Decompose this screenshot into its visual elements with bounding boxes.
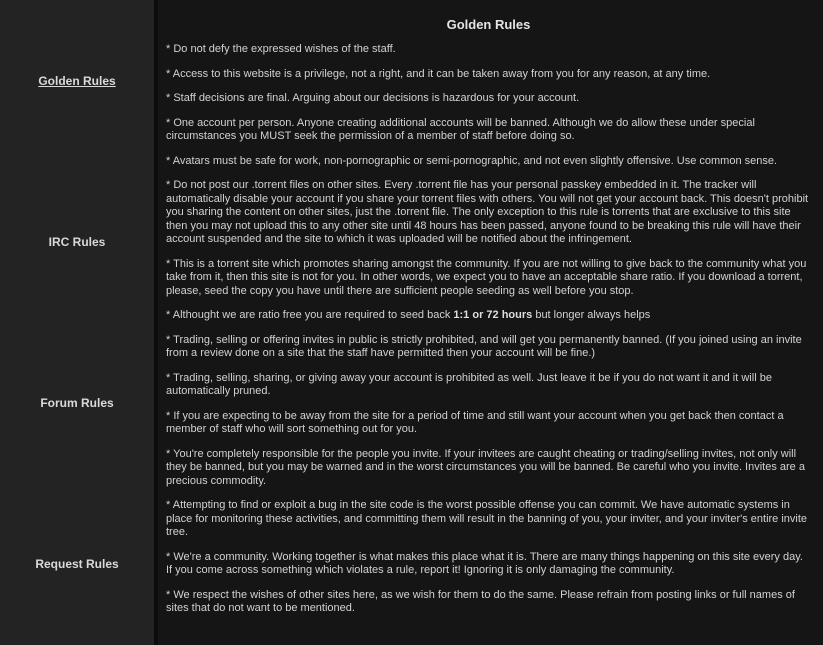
rule-text-bold: 1:1 or 72 hours [453, 309, 533, 321]
rule-paragraph [166, 448, 811, 489]
sidebar-item-forum-rules[interactable] [0, 323, 154, 484]
rule-text: * We respect the wishes of other sites here, as we wish for them to do the same. Please refrain from posting links or full names of sites that do not want to be mentioned. [166, 588, 795, 614]
sidebar-item-request-rules[interactable] [0, 484, 154, 645]
rule-paragraph [166, 117, 811, 144]
rule-text: * You're completely responsible for the people you invite. If your invitees are caught cheating or trading/selling invites, not only will they be banned, but you may be warned and in the worst circumstances you will be banned. Be careful who you invite. Invites are a precious commodity. [166, 447, 805, 487]
rule-paragraph [166, 68, 811, 82]
rule-text: * Do not defy the expressed wishes of the staff. [166, 43, 396, 55]
sidebar-item-label: Golden Rules [38, 73, 116, 88]
rule-text: but longer always helps [532, 309, 651, 321]
rule-text: * Staff decisions are final. Arguing about our decisions is hazardous for your account. [166, 92, 580, 104]
page-title: Golden Rules [446, 17, 531, 32]
rule-text: * Avatars must be safe for work, non-pornographic or semi-pornographic, and not even slightly offensive. Use common sense. [166, 154, 778, 167]
sidebar-item-label: Forum Rules [40, 396, 114, 411]
rule-paragraph [166, 258, 811, 299]
rule-paragraph [166, 179, 811, 247]
sidebar-item-label: Request Rules [35, 557, 119, 572]
rule-paragraph [166, 410, 811, 437]
sidebar-item-irc-rules[interactable] [0, 161, 154, 322]
rule-paragraph [166, 334, 811, 361]
main-content [158, 0, 823, 645]
sidebar [0, 0, 158, 645]
rule-text: * Trading, selling, sharing, or giving away your account is prohibited as well. Just leave it be if you do not want it and it will be automatically pruned. [166, 371, 772, 397]
sidebar-item-label: IRC Rules [48, 234, 106, 249]
rule-paragraph [166, 43, 811, 57]
rule-text: * Access to this website is a privilege, not a right, and it can be taken away from you for any reason, at any time. [166, 67, 711, 80]
rule-paragraph [166, 551, 811, 578]
rule-text: * Do not post our .torrent files on other sites. Every .torrent file has your personal passkey embedded in it. The tracker will automatically disable your account if you share your torrent files with others. You will not get your account back. This doesn't prohibit you sharing the content on other sites, just the .torrent file. The only exception to this rule is torrents that are exclusive to this site then you may not upload this to any other site until 48 hours has been passed, anyone found to be breaking this rule will have their account suspended and the site to which it was uploaded will be notified about the infringement. [166, 179, 809, 245]
rule-text: * Trading, selling or offering invites in public is strictly prohibited, and will get you permanently banned. (If you joined using an invite from a review done on a site that the staff have permitted then your account will be fine.) [166, 333, 802, 359]
rule-text: * If you are expecting to be away from the site for a period of time and still want your account when you get back then contact a member of staff who will sort something out for you. [166, 409, 784, 435]
rule-text: * This is a torrent site which promotes sharing amongst the community. If you are not willing to give back to the community what you take from it, then this site is not for you. In other words, we expect you to have an acceptable share ratio. If you download a torrent, please, seed the copy you have until there are sufficient people seeding as well before you stop. [166, 257, 807, 297]
rule-paragraph [166, 92, 811, 106]
rule-paragraph [166, 589, 811, 616]
rule-text: * One account per person. Anyone creating additional accounts will be banned. Although we do allow these under special circumstances you MUST seek the permission of a member of staff before doing so. [166, 116, 755, 142]
rule-paragraph [166, 309, 811, 323]
rule-text: * We're a community. Working together is what makes this place what it is. There are many things happening on this site every day. If you come across something which violates a rule, report it! Ignoring it is only damaging the community. [166, 550, 803, 576]
sidebar-item-golden-rules[interactable] [0, 0, 154, 161]
rules-list [166, 43, 811, 616]
rule-text: * Althought we are ratio free you are required to seed back [166, 309, 454, 321]
rule-text: * Attempting to find or exploit a bug in the site code is the worst possible offense you can commit. We have automatic systems in place for monitoring these activities, and committing them will result in the banning of you, your inviter, and your inviter's entire invite tree. [166, 499, 808, 538]
rule-paragraph [166, 499, 811, 540]
rule-paragraph [166, 155, 811, 169]
rule-paragraph [166, 372, 811, 399]
